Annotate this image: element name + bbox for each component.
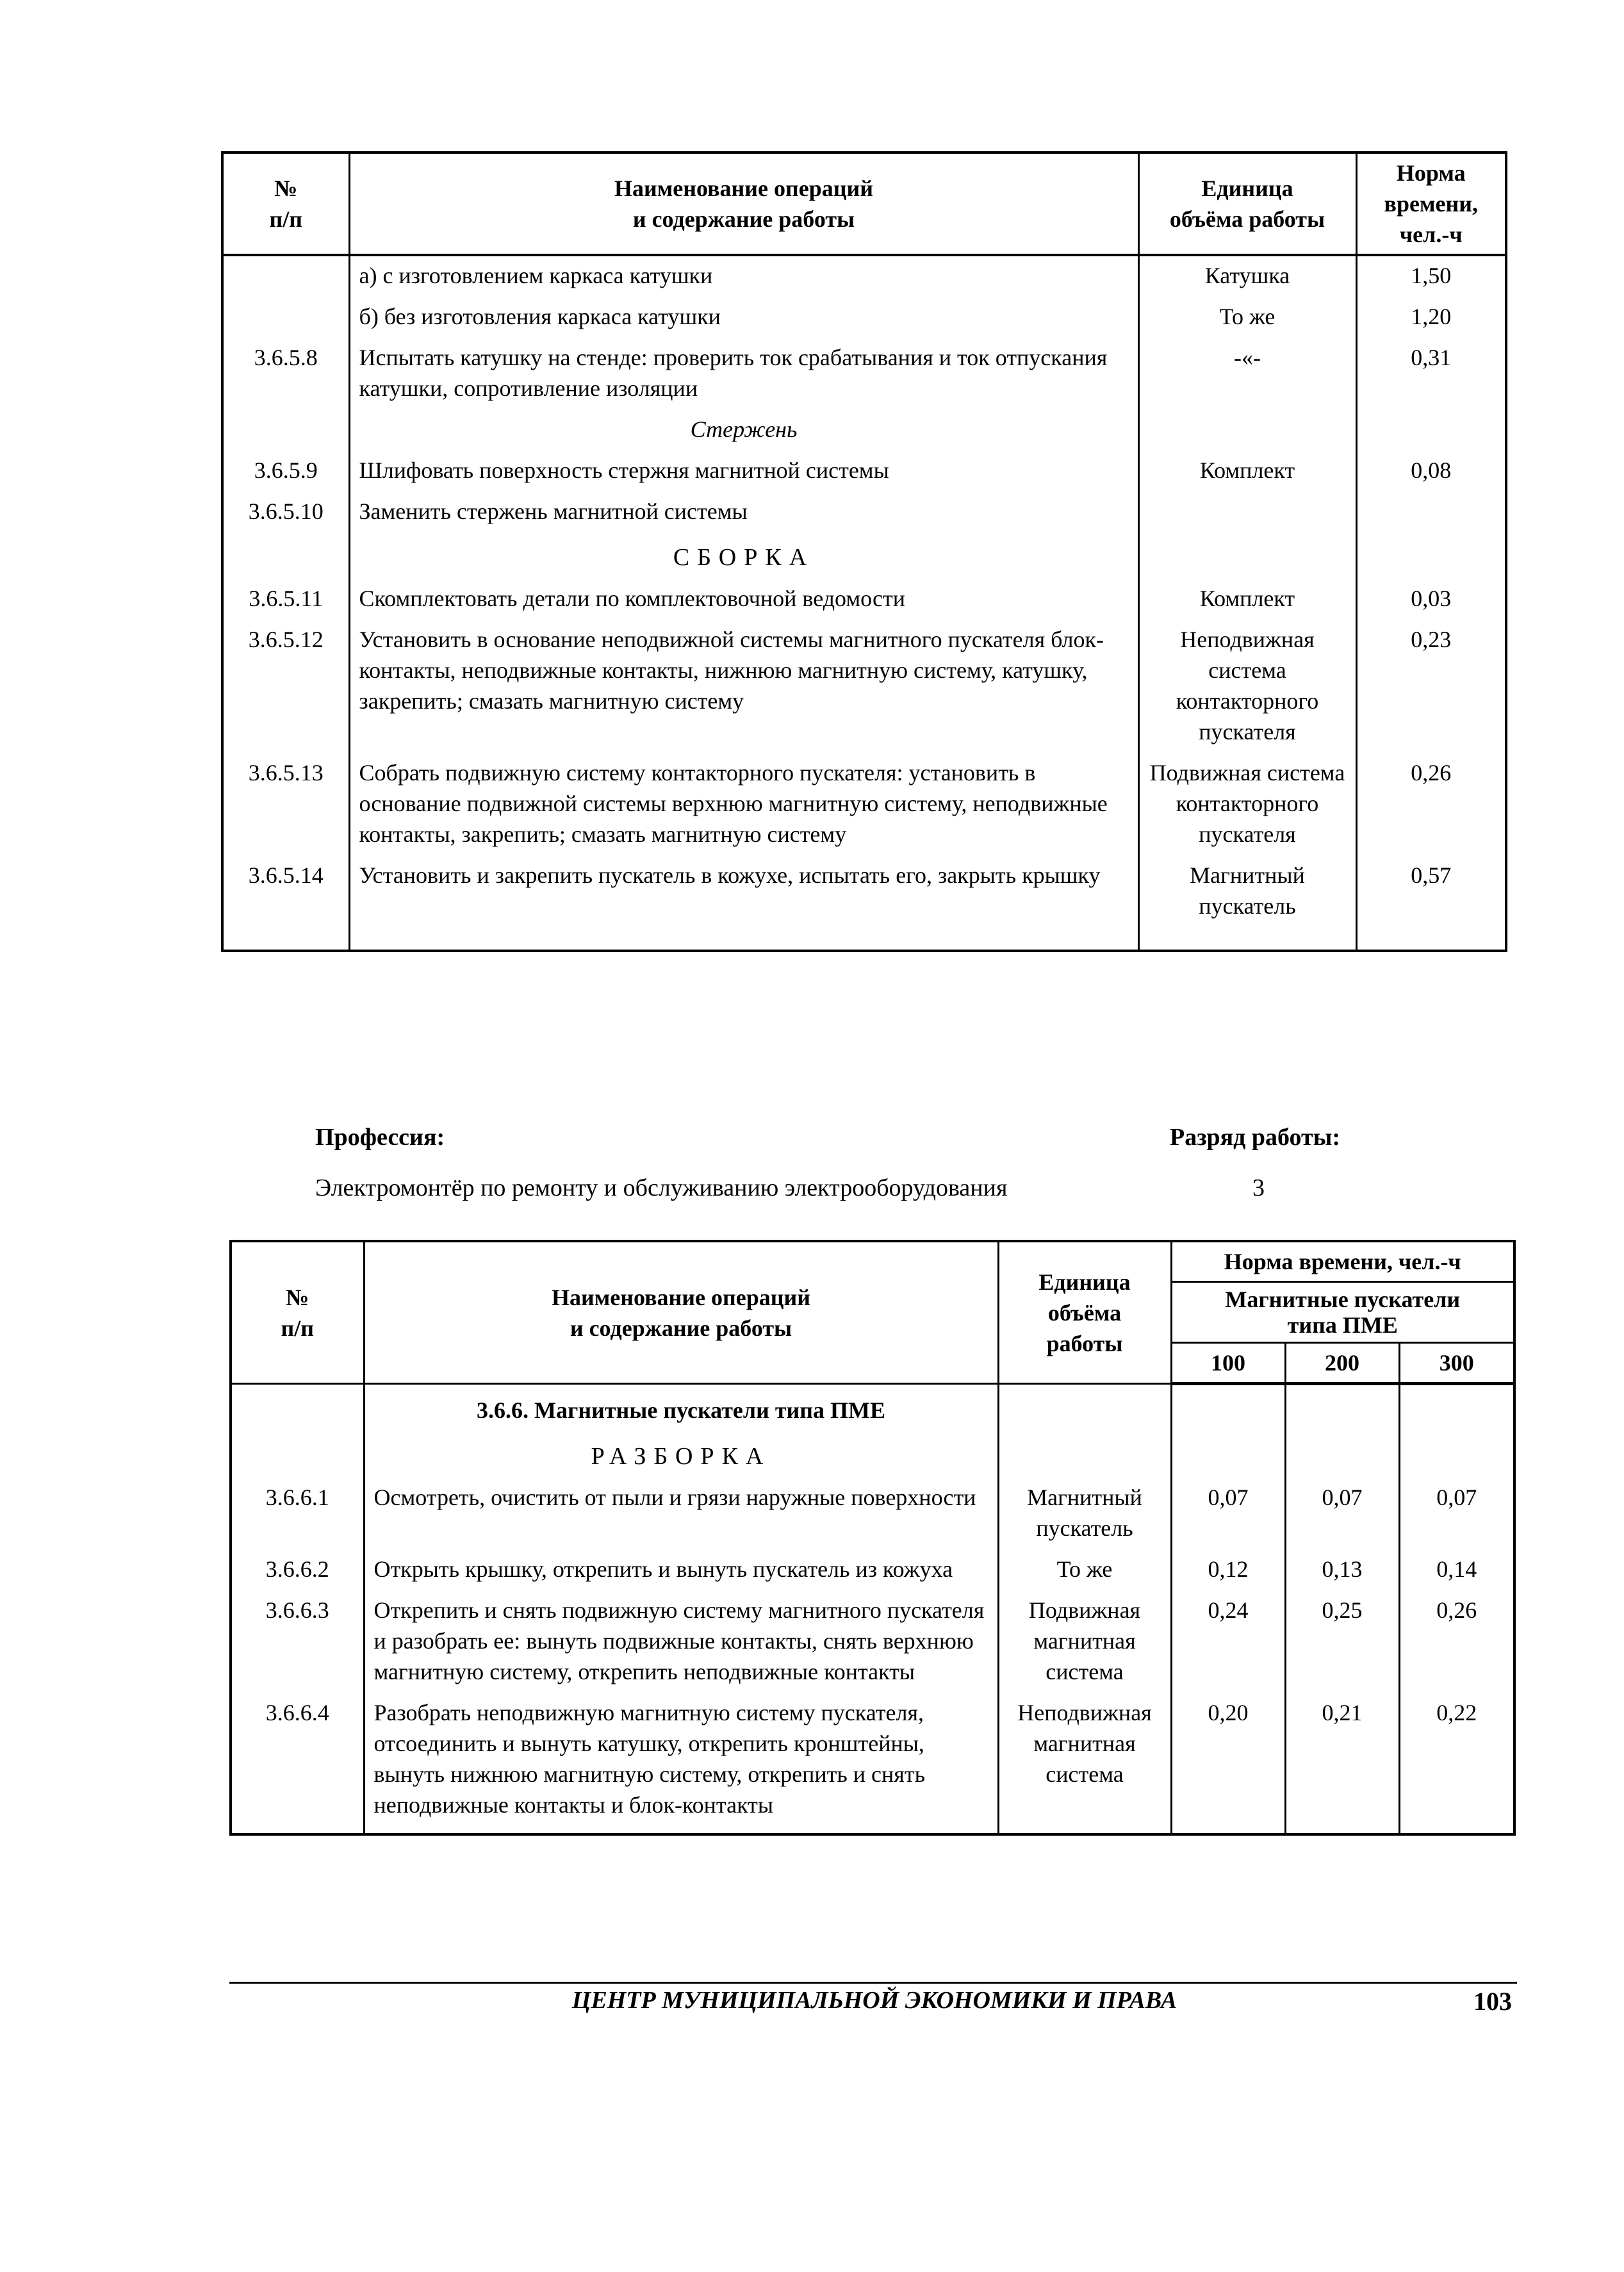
row-v200: 0,25 (1285, 1591, 1399, 1693)
row-num (222, 297, 349, 338)
row-num: 3.6.5.10 (222, 492, 349, 533)
section-disassembly: РАЗБОРКА (364, 1432, 998, 1478)
row-unit: Магнитный пускатель (1138, 856, 1356, 951)
table-row (222, 338, 1506, 410)
row-num: 3.6.5.14 (222, 856, 349, 951)
row-v100: 0,12 (1171, 1550, 1285, 1591)
row-num: 3.6.5.11 (222, 579, 349, 620)
row-num: 3.6.6.3 (231, 1591, 364, 1693)
table-row (222, 492, 1506, 533)
footer-publisher: ЦЕНТР МУНИЦИПАЛЬНОЙ ЭКОНОМИКИ И ПРАВА (571, 1987, 1177, 2014)
row-name: а) с изготовлением каркаса катушки (349, 255, 1138, 297)
row-unit: Комплект (1138, 451, 1356, 492)
row-unit: То же (998, 1550, 1171, 1591)
table-row (222, 255, 1506, 297)
row-name: Разобрать неподвижную магнитную систему пускателя, отсоединить и вынуть катушку, открепить кронштейны, вынуть нижнюю магнитную систему, открепить и снять неподвижные контакты и блок-контакты (364, 1693, 998, 1834)
row-v200: 0,07 (1285, 1478, 1399, 1550)
profession-label: Профессия: (315, 1124, 445, 1151)
col-header-100: 100 (1171, 1343, 1285, 1384)
section-title-row (231, 1384, 1514, 1433)
subheading-row (222, 410, 1506, 451)
row-num (222, 255, 349, 297)
table-row (222, 856, 1506, 951)
table-row (231, 1550, 1514, 1591)
page-number: 103 (1473, 1987, 1512, 2016)
col-header-type: Магнитные пускатели типа ПМЕ (1171, 1282, 1514, 1343)
row-name: Скомплектовать детали по комплектовочной ведомости (349, 579, 1138, 620)
row-name: Собрать подвижную систему контакторного пускателя: установить в основание подвижной системы верхнюю магнитную систему, неподвижные контакты, закрепить; смазать магнитную систему (349, 753, 1138, 856)
profession-value: Электромонтёр по ремонту и обслуживанию электрооборудования (315, 1174, 1008, 1201)
section-row (231, 1432, 1514, 1478)
table1-header (222, 152, 1506, 255)
table-row (222, 579, 1506, 620)
row-num: 3.6.5.13 (222, 753, 349, 856)
row-name: Испытать катушку на стенде: проверить ток срабатывания и ток отпускания катушки, сопротивление изоляции (349, 338, 1138, 410)
row-num: 3.6.6.1 (231, 1478, 364, 1550)
row-name: Установить и закрепить пускатель в кожухе, испытать его, закрыть крышку (349, 856, 1138, 951)
row-num: 3.6.5.12 (222, 620, 349, 753)
rank-label: Разряд работы: (1170, 1124, 1341, 1151)
row-norm: 0,03 (1356, 579, 1506, 620)
row-unit: Неподвижная система контакторного пускателя (1138, 620, 1356, 753)
row-unit: -«- (1138, 338, 1356, 410)
table-row (222, 620, 1506, 753)
col-header-num: № п/п (222, 152, 349, 255)
row-unit: Подвижная система контакторного пускателя (1138, 753, 1356, 856)
table-row (222, 753, 1506, 856)
row-num: 3.6.6.4 (231, 1693, 364, 1834)
row-v300: 0,07 (1399, 1478, 1514, 1550)
row-norm: 1,50 (1356, 255, 1506, 297)
col-header-norm: Норма времени, чел.-ч (1356, 152, 1506, 255)
row-norm: 0,26 (1356, 753, 1506, 856)
table-row (222, 451, 1506, 492)
row-v300: 0,26 (1399, 1591, 1514, 1693)
row-norm: 0,08 (1356, 451, 1506, 492)
row-name: Установить в основание неподвижной системы магнитного пускателя блок-контакты, неподвижные контакты, нижнюю магнитную систему, катушку, закрепить; смазать магнитную систему (349, 620, 1138, 753)
section-assembly: СБОРКА (349, 533, 1138, 579)
row-name: Открепить и снять подвижную систему магнитного пускателя и разобрать ее: вынуть подвижные контакты, снять верхнюю магнитную систему, открепить неподвижные контакты (364, 1591, 998, 1693)
row-norm: 1,20 (1356, 297, 1506, 338)
table2-header (231, 1241, 1514, 1384)
col-header-num: № п/п (231, 1241, 364, 1384)
row-name: Осмотреть, очистить от пыли и грязи наружные поверхности (364, 1478, 998, 1550)
row-v300: 0,14 (1399, 1550, 1514, 1591)
row-name: Шлифовать поверхность стержня магнитной системы (349, 451, 1138, 492)
row-unit: Катушка (1138, 255, 1356, 297)
rank-value: 3 (1252, 1174, 1265, 1201)
table-row (222, 297, 1506, 338)
row-unit (1138, 492, 1356, 533)
work-norms-table-1 (221, 151, 1507, 952)
row-norm (1356, 492, 1506, 533)
row-unit: Магнитный пускатель (998, 1478, 1171, 1550)
table-row (231, 1478, 1514, 1550)
section-title: 3.6.6. Магнитные пускатели типа ПМЕ (364, 1384, 998, 1433)
table-row (231, 1693, 1514, 1834)
row-unit: То же (1138, 297, 1356, 338)
row-v100: 0,20 (1171, 1693, 1285, 1834)
row-v200: 0,13 (1285, 1550, 1399, 1591)
col-header-unit: Единица объёма работы (1138, 152, 1356, 255)
row-name: Заменить стержень магнитной системы (349, 492, 1138, 533)
row-v300: 0,22 (1399, 1693, 1514, 1834)
row-num: 3.6.5.9 (222, 451, 349, 492)
subheading-rod: Стержень (349, 410, 1138, 451)
footer-divider (229, 1982, 1517, 1984)
row-name: Открыть крышку, открепить и вынуть пускатель из кожуха (364, 1550, 998, 1591)
work-norms-table-2 (229, 1240, 1516, 1836)
col-header-norm: Норма времени, чел.-ч (1171, 1241, 1514, 1282)
row-unit: Комплект (1138, 579, 1356, 620)
row-num: 3.6.5.8 (222, 338, 349, 410)
row-v200: 0,21 (1285, 1693, 1399, 1834)
col-header-200: 200 (1285, 1343, 1399, 1384)
row-num: 3.6.6.2 (231, 1550, 364, 1591)
row-norm: 0,23 (1356, 620, 1506, 753)
col-header-300: 300 (1399, 1343, 1514, 1384)
row-v100: 0,07 (1171, 1478, 1285, 1550)
col-header-name: Наименование операций и содержание работы (364, 1241, 998, 1384)
col-header-name: Наименование операций и содержание работы (349, 152, 1138, 255)
table-row (231, 1591, 1514, 1693)
row-norm: 0,57 (1356, 856, 1506, 951)
row-v100: 0,24 (1171, 1591, 1285, 1693)
row-norm: 0,31 (1356, 338, 1506, 410)
row-unit: Неподвижная магнитная система (998, 1693, 1171, 1834)
col-header-unit: Единица объёма работы (998, 1241, 1171, 1384)
row-unit: Подвижная магнитная система (998, 1591, 1171, 1693)
row-name: б) без изготовления каркаса катушки (349, 297, 1138, 338)
section-row (222, 533, 1506, 579)
